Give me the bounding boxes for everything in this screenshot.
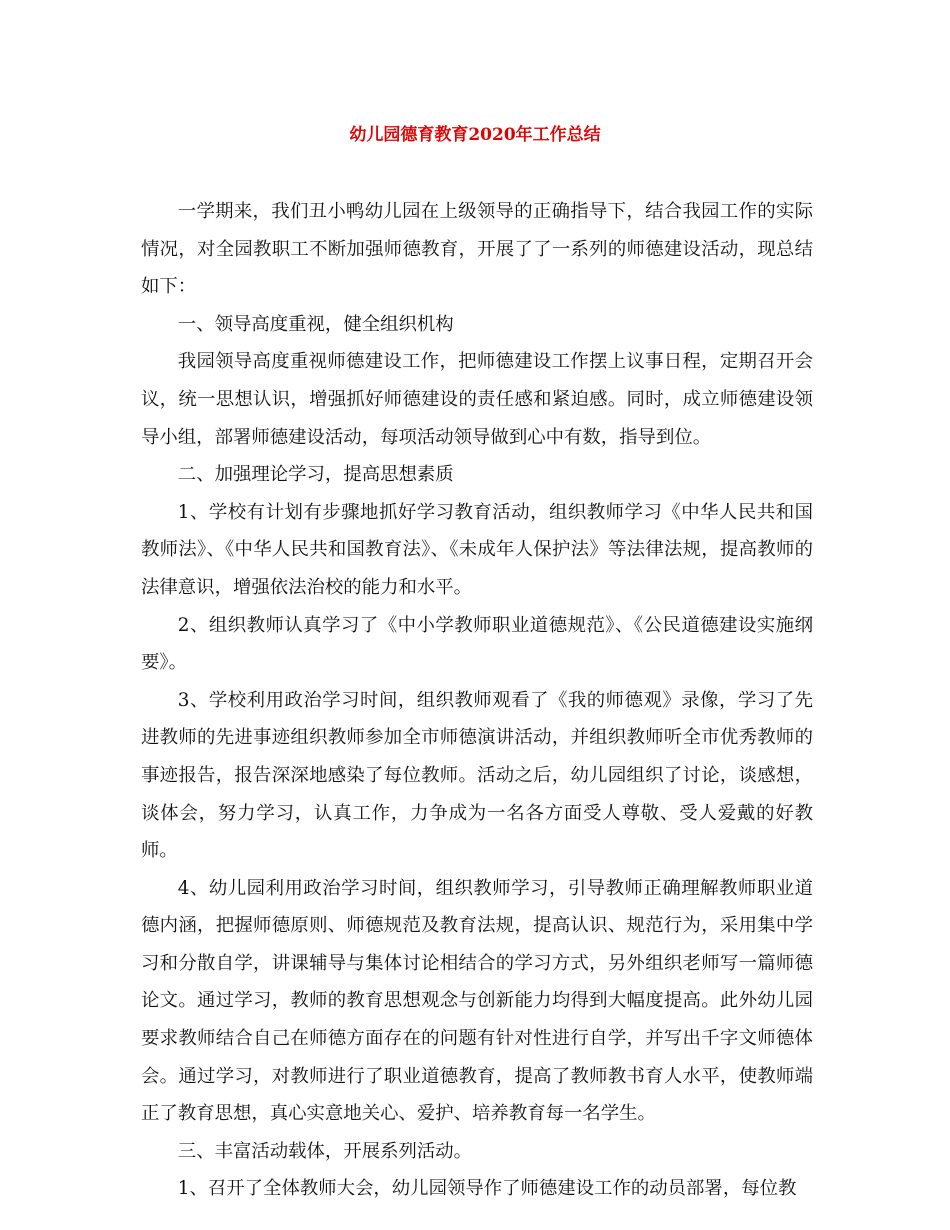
document-body	[141, 193, 813, 1208]
paragraph-item-2: 2、组织教师认真学习了《中小学教师职业道德规范》、《公民道德建设实施纲要》。	[141, 614, 813, 674]
section-heading-2: 二、加强理论学习，提高思想素质	[177, 464, 454, 486]
paragraph-intro: 一学期来，我们丑小鸭幼儿园在上级领导的正确指导下，结合我园工作的实际情况，对全园教职工不断加强师德教育，开展了了一系列的师德建设活动，现总结如下：	[141, 201, 813, 298]
section-heading-3: 三、丰富活动载体，开展系列活动。	[177, 1140, 473, 1162]
paragraph-item-4: 4、幼儿园利用政治学习时间，组织教师学习，引导教师正确理解教师职业道德内涵，把握师德原则、师德规范及教育法规，提高认识、规范行为，采用集中学习和分散自学，讲课辅导与集体讨论相结合的学习方式，另外组织老师写一篇师德论文。通过学习，教师的教育思想观念与创新能力均得到大幅度提高。此外幼儿园要求教师结合自己在师德方面存在的问题有针对性进行自学，并写出千字文师德体会。通过学习，对教师进行了职业道德教育，提高了教师教书育人水平，使教师端正了教育思想，真心实意地关心、爱护、培养教育每一名学生。	[141, 877, 813, 1125]
document-title: 幼儿园德育教育2020年工作总结	[349, 125, 601, 145]
paragraph-item-3: 3、学校利用政治学习时间，组织教师观看了《我的师德观》录像，学习了先进教师的先进事迹组织教师参加全市师德演讲活动，并组织教师听全市优秀教师的事迹报告，报告深深地感染了每位教师。活动之后，幼儿园组织了讨论，谈感想，谈体会，努力学习，认真工作，力争成为一名各方面受人尊敬、受人爱戴的好教师。	[141, 689, 813, 862]
paragraph-item-1: 1、学校有计划有步骤地抓好学习教育活动，组织教师学习《中华人民共和国教师法》、《中华人民共和国教育法》、《未成年人保护法》等法律法规，提高教师的法律意识，增强依法治校的能力和水平。	[141, 501, 813, 598]
section-heading-1: 一、领导高度重视，健全组织机构	[177, 313, 454, 335]
paragraph-leadership: 我园领导高度重视师德建设工作，把师德建设工作摆上议事日程，定期召开会议，统一思想认识，增强抓好师德建设的责任感和紧迫感。同时，成立师德建设领导小组，部署师德建设活动，每项活动领导做到心中有数，指导到位。	[141, 351, 813, 448]
paragraph-activity-1: 1、召开了全体教师大会，幼儿园领导作了师德建设工作的动员部署，每位教	[177, 1178, 797, 1200]
